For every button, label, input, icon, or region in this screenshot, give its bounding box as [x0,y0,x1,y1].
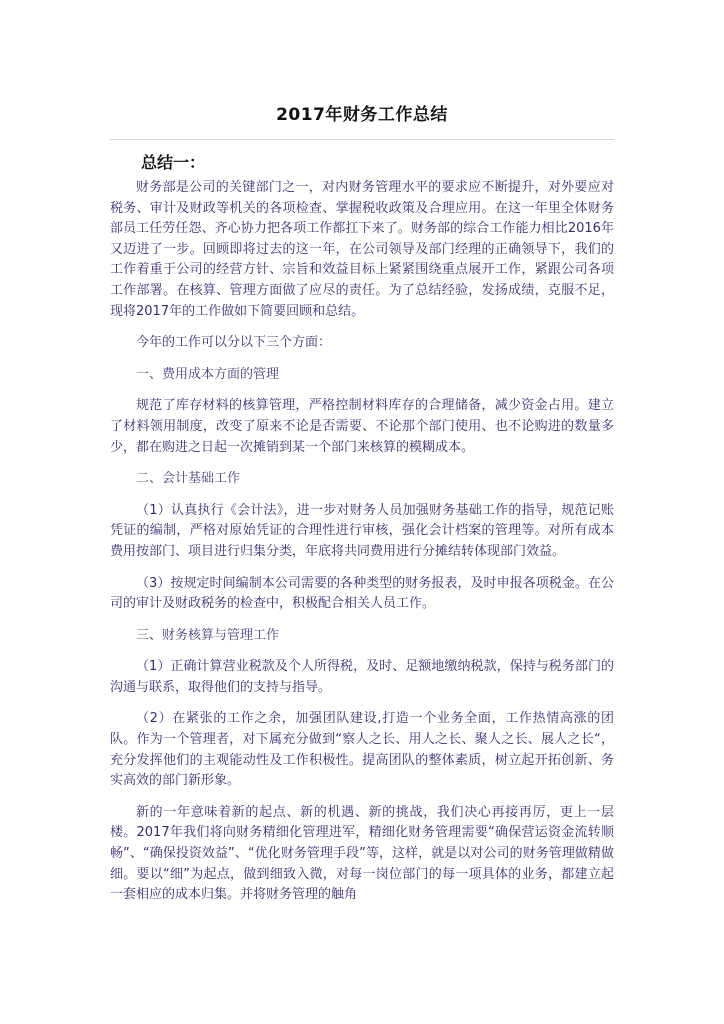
paragraph-overview: 今年的工作可以分以下三个方面： [136,335,332,351]
paragraph-management-2: （2）在紧张的工作之余，加强团队建设,打造一个业务全面，工作热情高涨的团队。作为一个管理者，对下属充分做到“察人之长、用人之长、聚人之长、展人之长“，充分发挥他们的主观能动性及工作积极性。提高团队的整体素质，树立起开拓创新、务实高效的部门新形象。 [110,711,614,789]
section-title-cost: 一、费用成本方面的管理 [136,366,280,382]
document-title: 2017年财务工作总结 [276,105,448,125]
section-heading: 总结一： [141,153,206,172]
paragraph-accounting-1: （1）认真执行《会计法》，进一步对财务人员加强财务基础工作的指导，规范记账凭证的编制，严格对原始凭证的合理性进行审核，强化会计档案的管理等。对所有成本费用按部门、项目进行归集分类，年底将共同费用进行分摊结转体现部门效益。 [110,502,614,559]
section-title-management: 三、财务核算与管理工作 [136,627,280,643]
paragraph-accounting-3: （3）按规定时间编制本公司需要的各种类型的财务报表，及时申报各项税金。在公司的审计及财政税务的检查中，积极配合相关人员工作。 [110,575,614,612]
section-title-accounting: 二、会计基础工作 [136,471,241,487]
paragraph-management-1: （1）正确计算营业税款及个人所得税，及时、足额地缴纳税款，保持与税务部门的沟通与联系，取得他们的支持与指导。 [110,659,614,695]
title-divider [110,139,614,140]
paragraph-intro: 财务部是公司的关键部门之一，对内财务管理水平的要求应不断提升，对外要应对税务、审计及财政等机关的各项检查、掌握税收政策及合理应用。在这一年里全体财务部员工任劳任怨、齐心协力把各项工作都扛下来了。财务部的综合工作能力相比2016年又迈进了一步。回顾即将过去的这一年，在公司领导及部门经理的正确领导下，我们的工作着重于公司的经营方针、宗旨和效益目标上紧紧围绕重点展开工作，紧跟公司各项工作部署。在核算、管理方面做了应尽的责任。为了总结经验，发扬成绩，克服不足，现将2017年的工作做如下简要回顾和总结。 [110,180,614,319]
paragraph-outlook: 新的一年意味着新的起点、新的机遇、新的挑战，我们决心再接再厉，更上一层楼。2017年我们将向财务精细化管理进军，精细化财务管理需要“确保营运资金流转顺畅”、“确保投资效益”、“优化财务管理手段”等，这样，就是以对公司的财务管理做精做细。要以“细”为起点，做到细致入微，对每一岗位部门的每一项具体的业务，都建立起一套相应的成本归集。并将财务管理的触角 [110,804,614,903]
paragraph-cost: 规范了库存材料的核算管理，严格控制材料库存的合理储备，减少资金占用。建立了材料领用制度，改变了原来不论是否需要、不论那个部门使用、也不论购进的数量多少，都在购进之日起一次摊销到某一个部门来核算的模糊成本。 [110,398,614,455]
document-body [110,178,614,917]
